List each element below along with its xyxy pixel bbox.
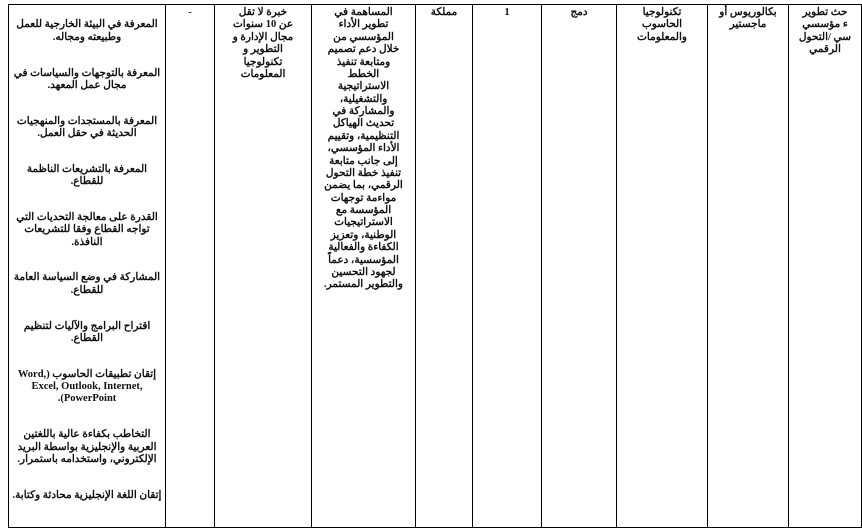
skill-item: المعرفة في البيئة الخارجية للعمل وطبيعته ومجاله.: [16, 19, 158, 43]
rank-cell: مملكة: [416, 5, 473, 528]
skills-cell: [9, 5, 166, 528]
skill-item: المعرفة بالتشريعات الناظمة للقطاع.: [26, 163, 148, 188]
job-requirements-table: [8, 4, 862, 528]
skill-item: المشاركة في وضع السياسة العامة للقطاع.: [13, 272, 161, 296]
skill-item: إتقان تطبيقات الحاسوب (Word, Excel, Outlook, Internet, PowerPoint).: [17, 368, 157, 405]
degree-cell: بكالوريوس أو ماجستير: [708, 5, 789, 528]
skill-item: إتقان اللغة الإنجليزية محادثة وكتابة.: [12, 489, 162, 501]
type-cell: دمج: [542, 5, 617, 528]
table-row: [9, 5, 862, 528]
skill-item: اقتراح البرامج والآليات لتنظيم القطاع.: [23, 320, 151, 344]
specialization-cell: تكنولوجيا الحاسوب والمعلومات: [617, 5, 708, 528]
skill-item: التخاطب بكفاءة عالية باللغتين العربية والإنجليزية بواسطة البريد الإلكتروني، واستخدامه باستمرار.: [17, 429, 157, 465]
qualification-goal-cell: حث تطوير ء مؤسسي سي /التحول الرقمي: [789, 5, 862, 528]
count-cell: 1: [473, 5, 542, 528]
extra-cell: -: [166, 5, 215, 528]
tasks-cell: المساهمة في تطوير الأداء المؤسسي من خلال دعم تصميم ومتابعة تنفيذ الخطط الاستراتيجية والتشغيلية، والمشاركة في تحديث الهياكل التنظيمية، وتقييم الأداء المؤسسي، إلى جانب متابعة تنفيذ خطة التحول الرقمي، بما يضمن مواءمة توجهات المؤسسة مع الاستراتيجيات الوطنية، وتعزيز الكفاءة والفعالية المؤسسية، دعماً لجهود التحسين والتطوير المستمر.: [312, 5, 416, 528]
skill-item: المعرفة بالتوجهات والسياسات في مجال عمل المعهد.: [13, 67, 161, 91]
experience-cell: خبرة لا تقل عن 10 سنوات مجال الإدارة و التطوير و تكنولوجيا المعلومات: [215, 5, 312, 528]
skill-item: المعرفة بالمستجدات والمنهجيات الحديثة في حقل العمل.: [16, 115, 158, 139]
skill-item: القدرة على معالجة التحديات التي تواجه القطاع وفقا للتشريعات النافذة.: [16, 211, 158, 248]
